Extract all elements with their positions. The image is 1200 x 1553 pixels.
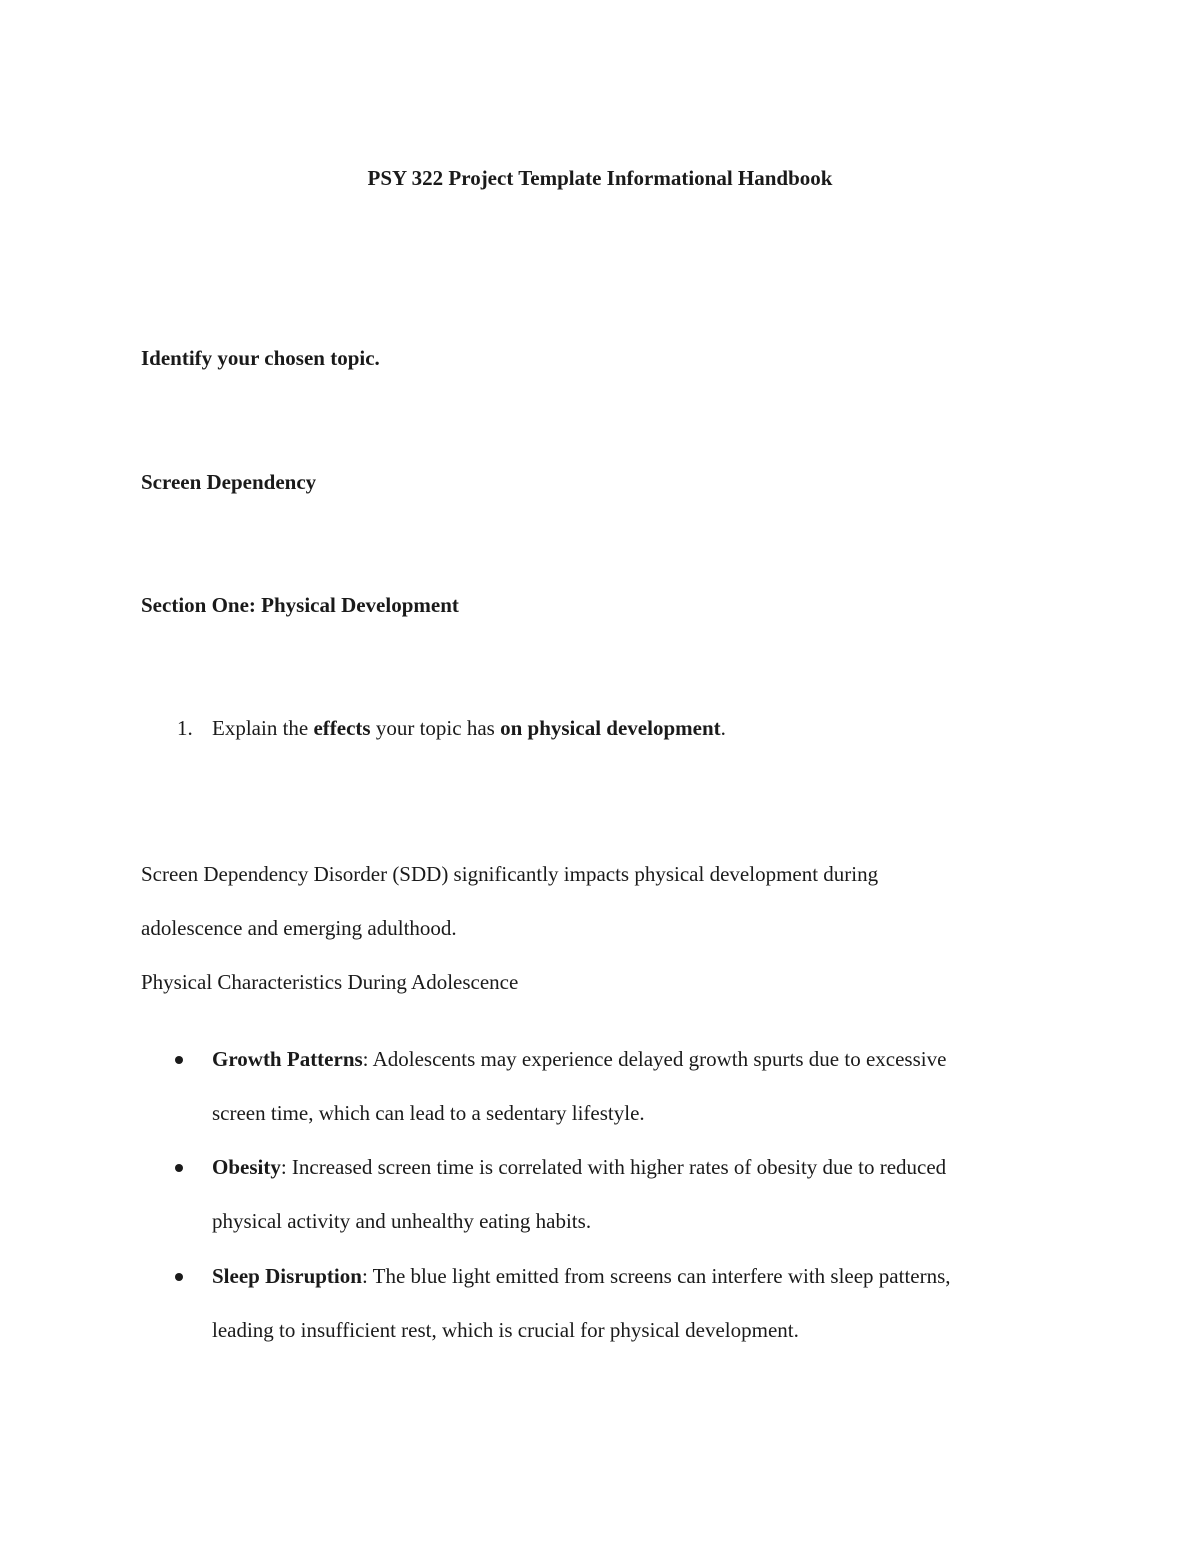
bullet-term: Growth Patterns: [212, 1047, 363, 1071]
question-part3: your topic has: [370, 716, 501, 740]
chosen-topic: Screen Dependency: [141, 470, 317, 494]
bullet-continuation: physical activity and unhealthy eating habits.: [212, 1209, 592, 1233]
paragraph-line-1: Screen Dependency Disorder (SDD) significantly impacts physical development during: [141, 862, 879, 886]
bullet-line: [212, 1266, 951, 1287]
question-part1: Explain the: [212, 716, 314, 740]
bullet-term: Obesity: [212, 1155, 281, 1179]
bullet-icon: [175, 1056, 183, 1064]
question-part4: on physical development: [500, 716, 721, 740]
paragraph-line-2: adolescence and emerging adulthood.: [141, 916, 457, 940]
bullet-term: Sleep Disruption: [212, 1264, 362, 1288]
subheading: Physical Characteristics During Adolescence: [141, 970, 519, 994]
bullet-description: : Adolescents may experience delayed growth spurts due to excessive: [362, 1047, 947, 1071]
bullet-description: : Increased screen time is correlated with higher rates of obesity due to reduced: [280, 1155, 947, 1179]
question-text: [212, 718, 726, 739]
topic-prompt: Identify your chosen topic.: [141, 346, 380, 370]
bullet-line: [212, 1157, 946, 1178]
question-part5: .: [720, 716, 726, 740]
bullet-icon: [175, 1273, 183, 1281]
bullet-line: [212, 1049, 946, 1070]
bullet-continuation: leading to insufficient rest, which is crucial for physical development.: [212, 1318, 799, 1342]
section-heading: Section One: Physical Development: [141, 593, 459, 617]
list-number: 1.: [177, 716, 193, 740]
bullet-description: : The blue light emitted from screens can interfere with sleep patterns,: [361, 1264, 951, 1288]
bullet-continuation: screen time, which can lead to a sedentary lifestyle.: [212, 1101, 645, 1125]
page-title: PSY 322 Project Template Informational Handbook: [367, 166, 833, 190]
bullet-icon: [175, 1164, 183, 1172]
question-part2: effects: [313, 716, 371, 740]
